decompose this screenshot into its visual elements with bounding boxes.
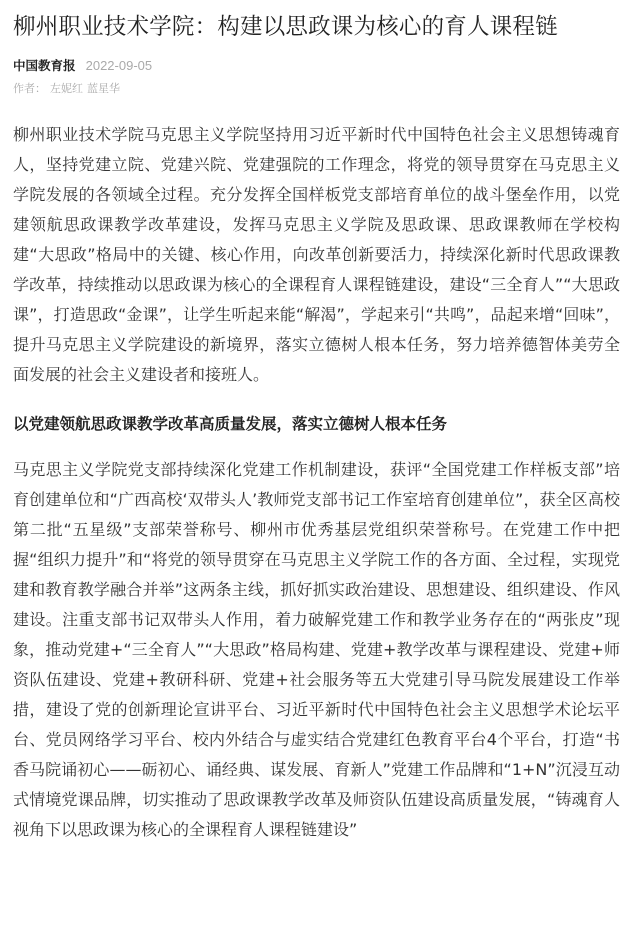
section-heading: 以党建领航思政课教学改革高质量发展，落实立德树人根本任务	[13, 415, 448, 433]
article-authors	[13, 81, 620, 97]
author-name: 左妮红	[50, 82, 83, 95]
article-paragraph: 柳州职业技术学院马克思主义学院坚持用习近平新时代中国特色社会主义思想铸魂育人，坚持党建立院、党建兴院、党建强院的工作理念，将党的领导贯穿在马克思主义学院发展的各领域全过程。充分发挥全国样板党支部培育单位的战斗堡垒作用，以党建领航思政课教学改革建设，发挥马克思主义学院及思政课、思政课教师在学校构建“大思政”格局中的关键、核心作用，向改革创新要活力，持续深化新时代思政课教学改革，持续推动以思政课为核心的全课程育人课程链建设，建设“三全育人”“大思政课”，打造思政“金课”，让学生听起来能“解渴”，学起来引“共鸣”，品起来增“回味”，提升马克思主义学院建设的新境界，落实立德树人根本任务，努力培养德智体美劳全面发展的社会主义建设者和接班人。	[13, 125, 620, 384]
author-label: 作者：	[13, 82, 46, 95]
article-title: 柳州职业技术学院：构建以思政课为核心的育人课程链	[13, 14, 558, 40]
article-source[interactable]: 中国教育报	[13, 58, 76, 73]
author-name: 蓝星华	[87, 82, 120, 95]
article-date: 2022-09-05	[85, 58, 153, 73]
article-meta	[13, 56, 620, 74]
article-paragraph: 马克思主义学院党支部持续深化党建工作机制建设，获评“全国党建工作样板支部”培育创建单位和“广西高校‘双带头人’教师党支部书记工作室培育创建单位”，获全区高校第二批“五星级”支部荣誉称号、柳州市优秀基层党组织荣誉称号。在党建工作中把握“组织力提升”和“将党的领导贯穿在马克思主义学院工作的各方面、全过程，实现党建和教育教学融合并举”这两条主线，抓好抓实政治建设、思想建设、组织建设、作风建设。注重支部书记双带头人作用，着力破解党建工作和教学业务存在的“两张皮”现象，推动党建+“三全育人”“大思政”格局构建、党建+教学改革与课程建设、党建+师资队伍建设、党建+教研科研、党建+社会服务等五大党建引导马院发展建设工作举措，建设了党的创新理论宣讲平台、习近平新时代中国特色社会主义思想学术论坛平台、党员网络学习平台、校内外结合与虚实结合党建红色教育平台4个平台，打造“书香马院诵初心——砺初心、诵经典、谋发展、育新人”党建工作品牌和“1+N”沉浸互动式情境党课品牌，切实推动了思政课教学改革及师资队伍建设高质量发展，“铸魂育人视角下以思政课为核心的全课程育人课程链建设”	[13, 460, 620, 839]
